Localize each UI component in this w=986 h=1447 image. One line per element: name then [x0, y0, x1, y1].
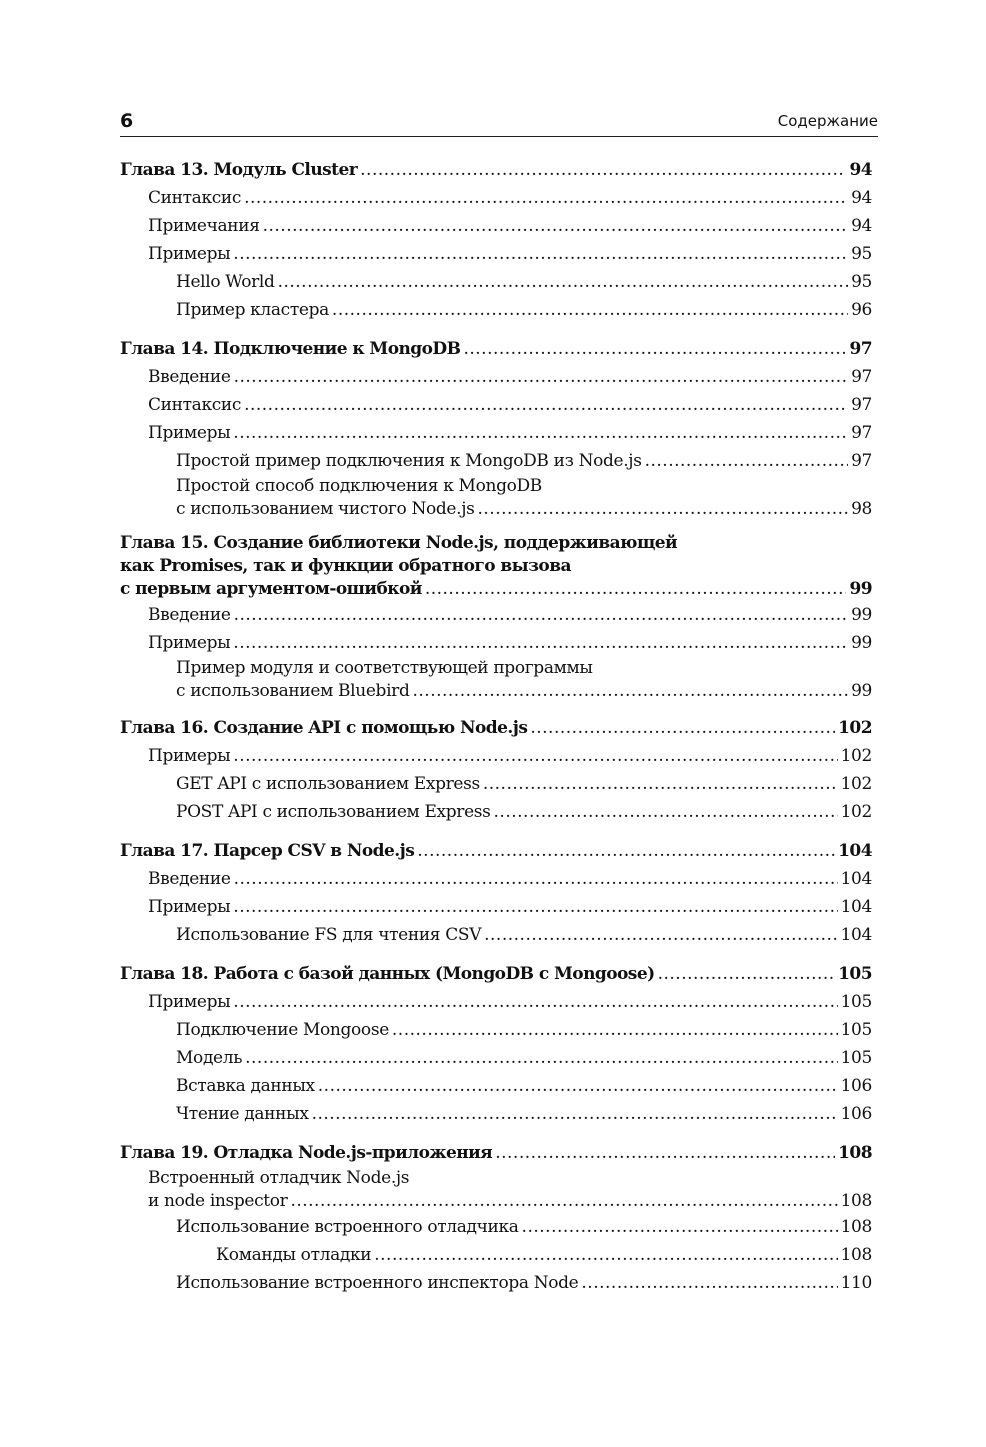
dot-leader	[495, 1139, 835, 1167]
toc-entry-page-number: 102	[840, 774, 872, 794]
dot-leader	[374, 1241, 837, 1269]
toc-section-entry[interactable]	[120, 893, 872, 921]
toc-entry-page-number: 106	[840, 1104, 872, 1124]
toc-entry-title-line: Пример модуля и соответствующей программы	[176, 658, 593, 678]
toc-entry-page-number: 102	[838, 718, 872, 738]
toc-entry-title: Синтаксис	[148, 188, 242, 208]
toc-section-entry[interactable]	[120, 212, 872, 240]
dot-leader	[312, 1100, 838, 1128]
dot-leader	[658, 960, 836, 988]
chapter-gap	[120, 324, 872, 335]
toc-entry-title: Использование FS для чтения CSV	[176, 925, 482, 945]
toc-entry-page-number: 97	[851, 451, 872, 471]
dot-leader	[463, 335, 846, 363]
dot-leader	[483, 770, 838, 798]
toc-section-entry[interactable]	[120, 296, 872, 324]
dot-leader	[233, 629, 848, 657]
toc-section-entry[interactable]	[120, 1269, 872, 1297]
toc-entry-title: Глава 17. Парсер CSV в Node.js	[120, 841, 415, 861]
toc-section-entry[interactable]	[120, 629, 872, 657]
toc-section-entry[interactable]	[120, 988, 872, 1016]
toc-entry-title: Глава 14. Подключение к MongoDB	[120, 339, 461, 359]
toc-chapter-entry[interactable]	[120, 960, 872, 988]
dot-leader	[233, 988, 837, 1016]
toc-entry-page-number: 104	[840, 925, 872, 945]
dot-leader	[263, 212, 848, 240]
dot-leader	[645, 447, 848, 475]
dot-leader	[244, 391, 848, 419]
toc-entry-page-number: 97	[849, 339, 872, 359]
toc-entry-title: и node inspector	[148, 1191, 288, 1211]
toc-entry-page-number: 108	[840, 1217, 872, 1237]
toc-section-entry[interactable]	[120, 742, 872, 770]
toc-entry-title: Подключение Mongoose	[176, 1020, 389, 1040]
toc-entry-title: Введение	[148, 869, 231, 889]
dot-leader	[234, 865, 838, 893]
toc-entry-title: Команды отладки	[216, 1245, 372, 1265]
toc-entry-title: Глава 19. Отладка Node.js-приложения	[120, 1143, 493, 1163]
toc-section-entry[interactable]	[120, 657, 872, 703]
toc-chapter-entry[interactable]	[120, 335, 872, 363]
toc-entry-page-number: 95	[851, 244, 872, 264]
toc-chapter-entry[interactable]	[120, 1139, 872, 1167]
toc-entry-page-number: 94	[851, 216, 872, 236]
toc-section-entry[interactable]	[120, 601, 872, 629]
page-header	[120, 110, 878, 137]
dot-leader	[233, 893, 837, 921]
toc-entry-title-line: Простой способ подключения к MongoDB	[176, 476, 542, 496]
toc-entry-title: Пример кластера	[176, 300, 329, 320]
toc-chapter-entry[interactable]	[120, 837, 872, 865]
dot-leader	[360, 156, 846, 184]
toc-section-entry[interactable]	[120, 391, 872, 419]
toc-entry-title: Примеры	[148, 244, 231, 264]
toc-section-entry[interactable]	[120, 921, 872, 949]
dot-leader	[530, 714, 835, 742]
toc-section-entry[interactable]	[120, 447, 872, 475]
dot-leader	[332, 296, 848, 324]
toc-entry-page-number: 110	[840, 1273, 872, 1293]
dot-leader	[425, 578, 847, 601]
dot-leader	[234, 601, 848, 629]
toc-entry-page-number: 99	[851, 681, 872, 701]
dot-leader	[233, 240, 848, 268]
toc-section-entry[interactable]	[120, 1072, 872, 1100]
toc-entry-page-number: 99	[851, 605, 872, 625]
toc-entry-title: Использование встроенного инспектора Node	[176, 1273, 579, 1293]
dot-leader	[290, 1190, 837, 1213]
chapter-gap	[120, 521, 872, 532]
toc-entry-page-number: 98	[851, 499, 872, 519]
toc-entry-page-number: 105	[838, 964, 872, 984]
toc-section-entry[interactable]	[120, 865, 872, 893]
chapter-gap	[120, 949, 872, 960]
toc-chapter-entry[interactable]	[120, 532, 872, 601]
toc-section-entry[interactable]	[120, 268, 872, 296]
toc-entry-title: Глава 18. Работа с базой данных (MongoDB с Mongoose)	[120, 964, 655, 984]
toc-section-entry[interactable]	[120, 475, 872, 521]
toc-section-entry[interactable]	[120, 184, 872, 212]
toc-entry-title: с использованием Bluebird	[176, 681, 410, 701]
toc-entry-title: Глава 13. Модуль Cluster	[120, 160, 358, 180]
running-title: Содержание	[777, 112, 878, 130]
toc-entry-page-number: 97	[851, 423, 872, 443]
toc-entry-page-number: 99	[851, 633, 872, 653]
toc-section-entry[interactable]	[120, 1213, 872, 1241]
toc-entry-title: Модель	[176, 1048, 243, 1068]
chapter-gap	[120, 1128, 872, 1139]
dot-leader	[484, 921, 837, 949]
dot-leader	[417, 837, 835, 865]
toc-entry-page-number: 106	[840, 1076, 872, 1096]
dot-leader	[494, 798, 838, 826]
dot-leader	[392, 1016, 838, 1044]
toc-section-entry[interactable]	[120, 363, 872, 391]
toc-entry-page-number: 102	[840, 746, 872, 766]
toc-section-entry[interactable]	[120, 240, 872, 268]
toc-chapter-entry[interactable]	[120, 714, 872, 742]
toc-entry-title: Примечания	[148, 216, 260, 236]
toc-entry-title: Примеры	[148, 992, 231, 1012]
toc-section-entry[interactable]	[120, 770, 872, 798]
toc-entry-page-number: 108	[838, 1143, 872, 1163]
toc-entry-title: POST API с использованием Express	[176, 802, 491, 822]
toc-entry-title-line: Встроенный отладчик Node.js	[148, 1168, 410, 1188]
dot-leader	[522, 1213, 838, 1241]
chapter-gap	[120, 703, 872, 714]
dot-leader	[245, 1044, 837, 1072]
toc-entry-page-number: 104	[840, 897, 872, 917]
dot-leader	[412, 680, 848, 703]
dot-leader	[244, 184, 848, 212]
dot-leader	[234, 363, 848, 391]
toc-entry-title-line: как Promises, так и функции обратного вызова	[120, 556, 571, 576]
toc-entry-title: Примеры	[148, 633, 231, 653]
toc-entry-page-number: 97	[851, 367, 872, 387]
toc-entry-title: GET API с использованием Express	[176, 774, 480, 794]
toc-entry-page-number: 96	[851, 300, 872, 320]
toc-entry-page-number: 94	[851, 188, 872, 208]
page-number: 6	[120, 110, 134, 132]
toc-chapter-entry[interactable]	[120, 156, 872, 184]
dot-leader	[478, 498, 849, 521]
toc-entry-page-number: 105	[840, 1048, 872, 1068]
toc-entry-title: Синтаксис	[148, 395, 242, 415]
toc-entry-title: с первым аргументом-ошибкой	[120, 579, 422, 599]
toc-entry-page-number: 94	[849, 160, 872, 180]
toc-entry-title: Примеры	[148, 746, 231, 766]
dot-leader	[278, 268, 849, 296]
toc-entry-page-number: 104	[840, 869, 872, 889]
dot-leader	[233, 742, 837, 770]
toc-entry-page-number: 102	[840, 802, 872, 822]
toc-entry-title: Введение	[148, 367, 231, 387]
chapter-gap	[120, 826, 872, 837]
toc-entry-page-number: 108	[840, 1245, 872, 1265]
toc-entry-title: Глава 16. Создание API с помощью Node.js	[120, 718, 528, 738]
toc-entry-page-number: 108	[840, 1191, 872, 1211]
toc-entry-title: Примеры	[148, 423, 231, 443]
toc-entry-title-line: Глава 15. Создание библиотеки Node.js, поддерживающей	[120, 533, 678, 553]
toc-section-entry[interactable]	[120, 419, 872, 447]
toc-entry-title: Введение	[148, 605, 231, 625]
toc-section-entry[interactable]	[120, 1044, 872, 1072]
toc-entry-page-number: 104	[838, 841, 872, 861]
toc-section-entry[interactable]	[120, 1167, 872, 1213]
toc-section-entry[interactable]	[120, 1100, 872, 1128]
toc-section-entry[interactable]	[120, 798, 872, 826]
toc-entry-title: Примеры	[148, 897, 231, 917]
dot-leader	[581, 1269, 837, 1297]
table-of-contents	[120, 156, 872, 1297]
toc-entry-title: Простой пример подключения к MongoDB из Node.js	[176, 451, 642, 471]
toc-entry-title: Использование встроенного отладчика	[176, 1217, 519, 1237]
toc-section-entry[interactable]	[120, 1241, 872, 1269]
toc-entry-page-number: 99	[849, 579, 872, 599]
toc-entry-page-number: 105	[840, 1020, 872, 1040]
toc-entry-page-number: 95	[851, 272, 872, 292]
dot-leader	[233, 419, 848, 447]
dot-leader	[318, 1072, 838, 1100]
toc-entry-title: Вставка данных	[176, 1076, 315, 1096]
toc-entry-title: с использованием чистого Node.js	[176, 499, 475, 519]
toc-entry-title: Чтение данных	[176, 1104, 309, 1124]
toc-entry-page-number: 105	[840, 992, 872, 1012]
toc-section-entry[interactable]	[120, 1016, 872, 1044]
toc-entry-page-number: 97	[851, 395, 872, 415]
toc-entry-title: Hello World	[176, 272, 275, 292]
